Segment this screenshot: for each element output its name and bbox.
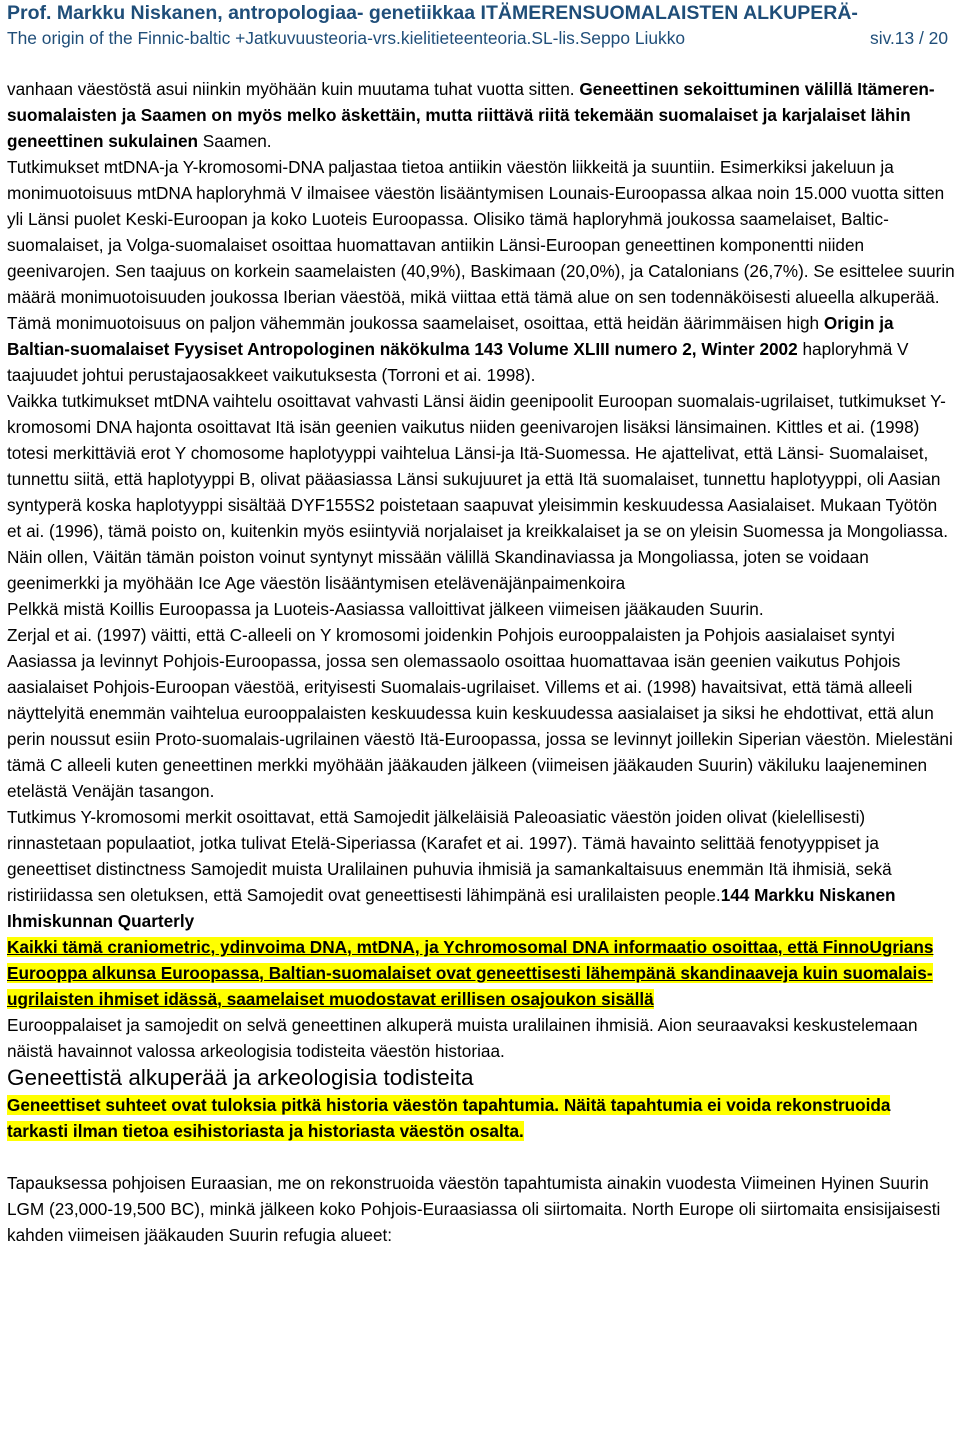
highlighted-text: Kaikki tämä craniometric, ydinvoima DNA, mtDNA, ja Ychromosomal DNA informaatio osoittaa, että FinnoUgrians Eurooppa alkunsa Euroopassa, Baltian-suomalaiset ovat geneettisesti lähempänä skandinaaveja kuin suomalais-ugrilaisten ihmiset idässä, saamelaiset muodostavat erillisen osajoukon sisällä — [7, 937, 934, 1009]
page-header — [7, 0, 953, 50]
header-title-line: Prof. Markku Niskanen, antropologiaa- genetiikkaa ITÄMERENSUOMALAISTEN ALKUPERÄ- — [7, 2, 858, 24]
header-subtitle-line — [7, 26, 953, 50]
paragraph — [7, 804, 955, 934]
paragraph: Tapauksessa pohjoisen Euraasian, me on rekonstruoida väestön tapahtumista ainakin vuodesta Viimeinen Hyinen Suurin LGM (23,000-19,500 BC), minkä jälkeen koko Pohjois-Euraasiassa oli siirtomaita. North Europe oli siirtomaita ensisijaisesti kahden viimeisen jääkauden Suurin refugia alueet: — [7, 1173, 941, 1245]
text-run: haploryhmä V taajuudet johtui perustajaosakkeet vaikutuksesta (Torroni et ai. 1998). — [7, 339, 909, 385]
section-heading: Geneettistä alkuperää ja arkeologisia todisteita — [7, 1065, 474, 1090]
paragraph: Vaikka tutkimukset mtDNA vaihtelu osoittavat vahvasti Länsi äidin geenipoolit Euroopan suomalais-ugrilaiset, tutkimukset Y-kromosomi DNA hajonta osoittavat Itä isän geenien vaikutus niiden geenivarojen lisäksi länsimainen. Kittles et ai. (1998) totesi merkittäviä erot Y chomosome haplotyyppi vaihtelua Länsi-ja Itä-Suomessa. He ajattelivat, että Länsi- Suomalaiset, tunnettu siitä, että haplotyyppi B, olivat pääasiassa Länsi sukujuuret ja että Itä suomalaiset, tunnettu haplotyyppi, oli Aasian syntyperä koska haplotyyppi sisältää DYF155S2 poistetaan saapuvat yleisimmin keskuudessa Aasialaiset. Mukaan Työtön et ai. (1996), tämä poisto on, kuitenkin myös esiintyviä norjalaiset ja kreikkalaiset ja se on yleisin Suomessa ja Mongoliassa. Näin ollen, Väitän tämän poiston voinut syntynyt missään välillä Skandinaviassa ja Mongoliassa, joten se voidaan geenimerkki ja myöhään Ice Age väestön lisääntymisen etelävenäjänpaimenkoira — [7, 391, 948, 593]
bold-text-run: Geneettinen sekoittuminen välillä Itämeren-suomalaisten ja Saamen on myös melko äskettäin, mutta riittävä riitä tekemään suomalaiset ja karjalaiset lähin geneettinen sukulainen — [7, 79, 935, 151]
document-body — [7, 76, 955, 1248]
paragraph — [7, 76, 955, 154]
text-run: Saamen. — [198, 131, 272, 151]
text-run: Tutkimus Y-kromosomi merkit osoittavat, että Samojedit jälkeläisiä Paleoasiatic väestön joiden olivat (kielellisesti) rinnastetaan populaatiot, jotka tulivat Etelä-Siperiassa (Karafet et ai. 1997). Tämä havainto selittää fenotyyppiset ja geneettiset distinctness Samojedit muista Uralilainen puhuvia ihmisiä ja samankaltaisuus enemmän Itä ihmisiä, sekä ristiriidassa sen oletuksen, että Samojedit ovat geneettisesti lähimpänä esi uralilaisten people. — [7, 807, 892, 905]
text-run: Tutkimukset mtDNA-ja Y-kromosomi-DNA paljastaa tietoa antiikin väestön liikkeitä ja suuntiin. Esimerkiksi jakeluun ja monimuotoisuus mtDNA haploryhmä V ilmaisee väestön lisääntymisen Lounais-Euroopassa alkaa noin 15.000 vuotta sitten yli Länsi puolet Keski-Euroopan ja koko Luoteis Euroopassa. Olisiko tämä haploryhmä joukossa saamelaiset, Baltic-suomalaiset, ja Volga-suomalaiset osoittaa huomattavan antiikin Länsi-Euroopan geneettinen komponentti niiden geenivarojen. Sen taajuus on korkein saamelaisten (40,9%), Baskimaan (20,0%), ja Catalonians (26,7%). Se esittelee suurin määrä monimuotoisuuden joukossa Iberian väestöä, mikä viittaa että tämä alue on sen todennäköisesti alueella alkuperää. Tämä monimuotoisuus on paljon vähemmän joukossa saamelaiset, osoittaa, että heidän äärimmäisen high — [7, 157, 955, 333]
spacer — [7, 1144, 955, 1170]
paragraph: Pelkkä mistä Koillis Euroopassa ja Luoteis-Aasiassa valloittivat jälkeen viimeisen jääkauden Suurin. — [7, 599, 764, 619]
highlighted-paragraph — [7, 1092, 955, 1144]
page-number: siv.13 / 20 — [870, 28, 948, 48]
paragraph: Eurooppalaiset ja samojedit on selvä geneettinen alkuperä muista uralilainen ihmisiä. Aion seuraavaksi keskustelemaan näistä havainnot valossa arkeologisia todisteita väestön historiaa. — [7, 1015, 918, 1061]
bold-text-run: 144 Markku Niskanen Ihmiskunnan Quarterly — [7, 885, 896, 931]
header-subtitle: The origin of the Finnic-baltic +Jatkuvuusteoria-vrs.kielitieteenteoria.SL-lis.Seppo Liukko — [7, 28, 686, 48]
highlighted-paragraph — [7, 934, 955, 1012]
bold-text-run: Origin ja Baltian-suomalaiset Fyysiset Antropologinen näkökulma 143 Volume XLIII numero 2, Winter 2002 — [7, 313, 894, 359]
paragraph — [7, 154, 955, 388]
paragraph: Zerjal et ai. (1997) väitti, että C-alleeli on Y kromosomi joidenkin Pohjois eurooppalaisten ja Pohjois aasialaiset syntyi Aasiassa ja levinnyt Pohjois-Euroopassa, jossa sen olemassaolo osoittaa huomattavaa isän geenien vaikutus Pohjois aasialaiset Pohjois-Euroopan väestöä, erityisesti Suomalais-ugrilaiset. Villems et ai. (1998) havaitsivat, että tämä alleeli näyttelyitä enemmän vaihtelua eurooppalaisten keskuudessa kuin keskuudessa aasialaiset ja siksi he ehdottivat, että alun perin noussut esiin Proto-suomalais-ugrilainen väestö Itä-Euroopassa, jossa se levinnyt joillekin Siperian väestön. Mielestäni tämä C alleeli kuten geneettinen merkki myöhään jääkauden jälkeen (viimeisen jääkauden Suurin) väkiluku laajeneminen etelästä Venäjän tasangon. — [7, 625, 953, 801]
highlighted-text: Geneettiset suhteet ovat tuloksia pitkä historia väestön tapahtumia. Näitä tapahtumia ei voida rekonstruoida tarkasti ilman tietoa esihistoriasta ja historiasta väestön osalta. — [7, 1095, 891, 1141]
text-run: vanhaan väestöstä asui niinkin myöhään kuin muutama tuhat vuotta sitten. — [7, 79, 580, 99]
